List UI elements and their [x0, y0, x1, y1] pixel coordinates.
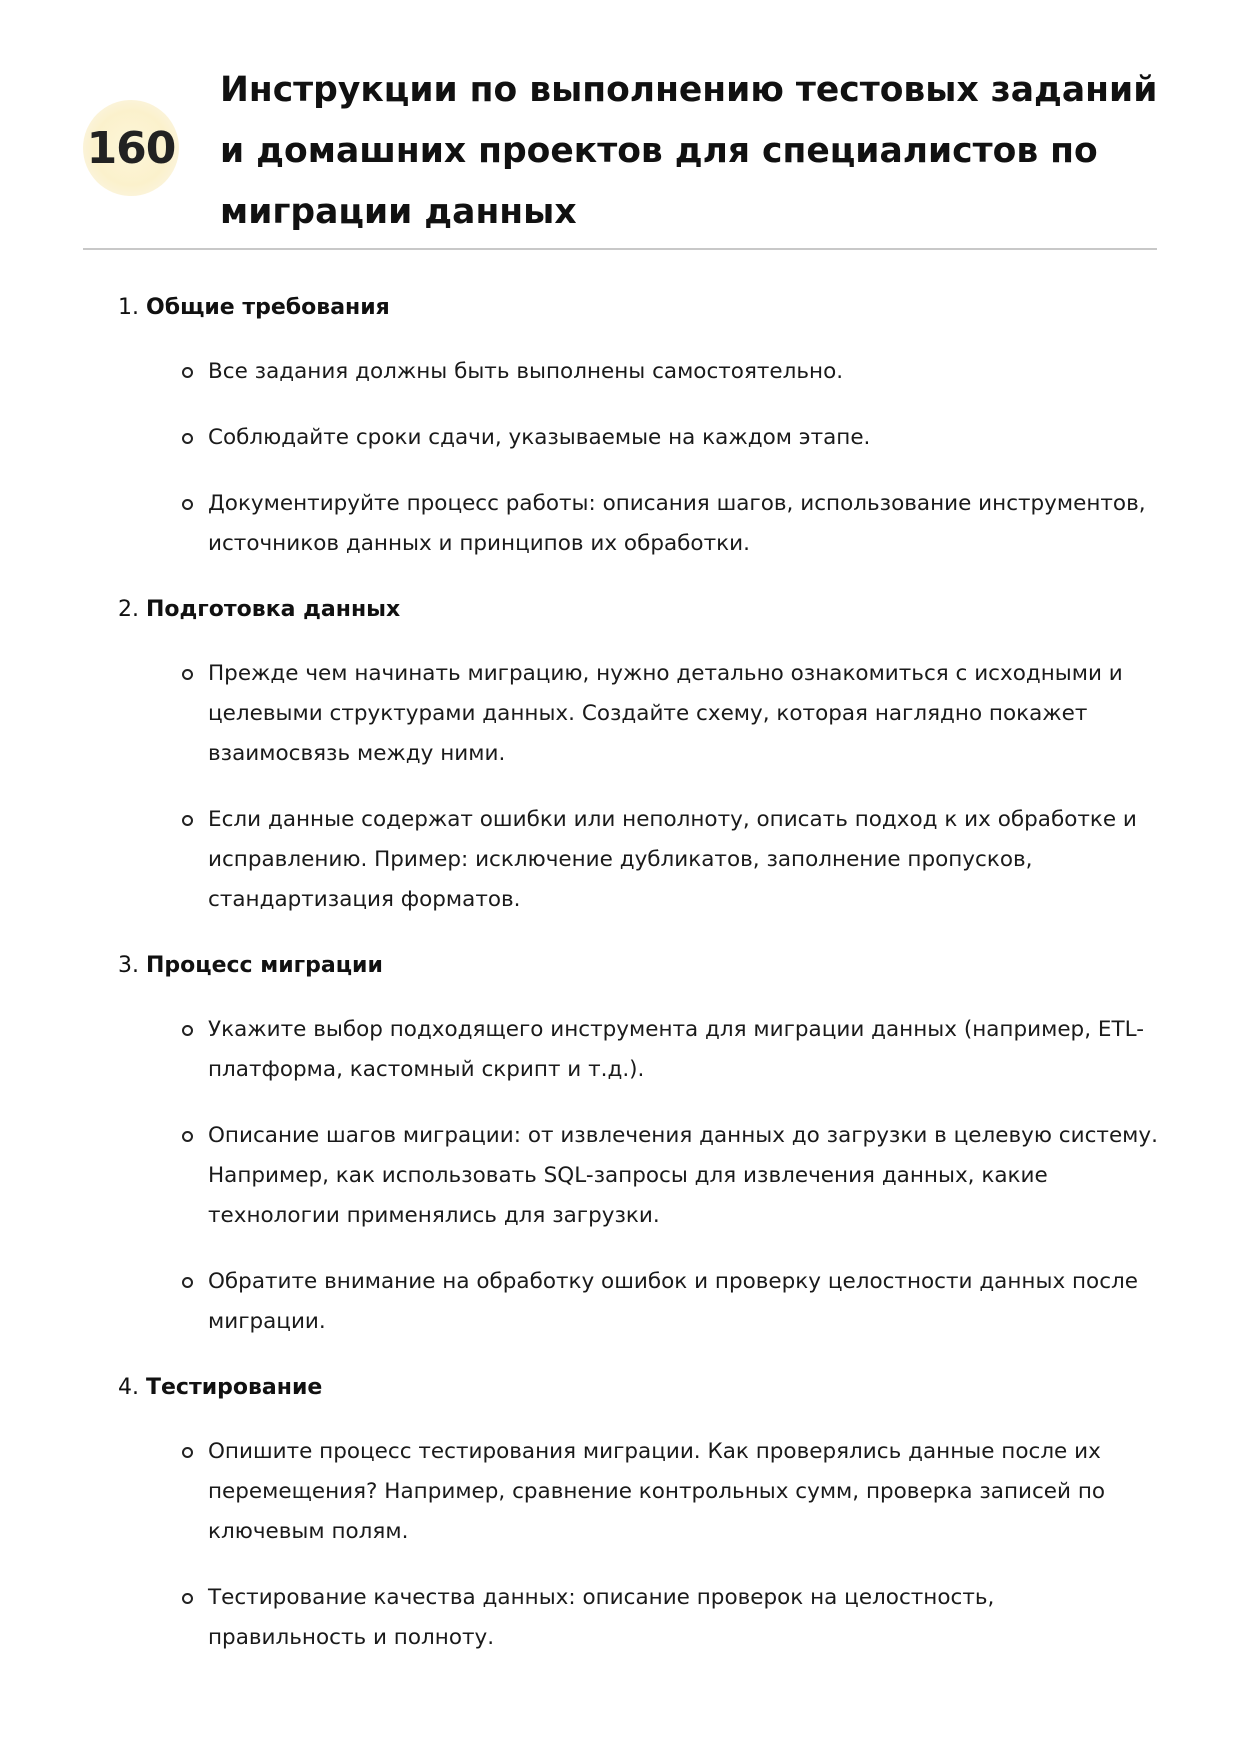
section-label: Процесс миграции: [146, 953, 383, 978]
list-item-text: Тестирование качества данных: описание проверок на целостность, правильность и полноту.: [208, 1585, 995, 1650]
circle-bullet-icon: [182, 499, 193, 510]
section-migration-process: [118, 946, 1158, 1342]
list-item-text: Документируйте процесс работы: описания шагов, использование инструментов, источников данных и принципов их обработки.: [208, 491, 1146, 556]
section-label: Общие требования: [146, 295, 390, 320]
list-item: [118, 1262, 1158, 1342]
circle-bullet-icon: [182, 367, 193, 378]
list-item: [118, 1116, 1158, 1236]
list-item: [118, 654, 1158, 774]
circle-bullet-icon: [182, 669, 193, 680]
section-general-requirements: [118, 288, 1158, 564]
circle-bullet-icon: [182, 1447, 193, 1458]
section-testing: [118, 1368, 1158, 1658]
section-number: 1.: [118, 295, 139, 320]
section-heading: [118, 288, 1158, 328]
list-item: [118, 418, 1158, 458]
list-item-text: Обратите внимание на обработку ошибок и проверку целостности данных после миграции.: [208, 1269, 1139, 1334]
page-header: [83, 58, 1157, 250]
page-number-badge: 160: [83, 100, 179, 196]
section-heading: [118, 946, 1158, 986]
list-item-text: Прежде чем начинать миграцию, нужно детально ознакомиться с исходными и целевыми структурами данных. Создайте схему, которая наглядно покажет взаимосвязь между ними.: [208, 661, 1123, 766]
list-item-text: Если данные содержат ошибки или неполноту, описать подход к их обработке и исправлению. Пример: исключение дубликатов, заполнение пропусков, стандартизация форматов.: [208, 807, 1137, 912]
list-item-text: Описание шагов миграции: от извлечения данных до загрузки в целевую систему. Например, как использовать SQL-запросы для извлечения данных, какие технологии применялись для загрузки.: [208, 1123, 1158, 1228]
section-data-preparation: [118, 590, 1158, 920]
list-item-text: Все задания должны быть выполнены самостоятельно.: [208, 359, 844, 384]
section-number: 4.: [118, 1375, 139, 1400]
section-number: 2.: [118, 597, 139, 622]
circle-bullet-icon: [182, 1025, 193, 1036]
list-item: [118, 1578, 1158, 1658]
section-heading: [118, 1368, 1158, 1408]
section-number: 3.: [118, 953, 139, 978]
section-items: [118, 1432, 1158, 1658]
circle-bullet-icon: [182, 1131, 193, 1142]
section-label: Тестирование: [146, 1375, 323, 1400]
list-item-text: Опишите процесс тестирования миграции. Как проверялись данные после их перемещения? Например, сравнение контрольных сумм, проверка записей по ключевым полям.: [208, 1439, 1106, 1544]
section-label: Подготовка данных: [146, 597, 401, 622]
list-item-text: Укажите выбор подходящего инструмента для миграции данных (например, ETL-платформа, кастомный скрипт и т.д.).: [208, 1017, 1144, 1082]
circle-bullet-icon: [182, 815, 193, 826]
list-item: [118, 800, 1158, 920]
circle-bullet-icon: [182, 433, 193, 444]
list-item: [118, 1432, 1158, 1552]
section-items: [118, 654, 1158, 920]
section-items: [118, 1010, 1158, 1342]
list-item: [118, 352, 1158, 392]
list-item: [118, 1010, 1158, 1090]
list-item: [118, 484, 1158, 564]
circle-bullet-icon: [182, 1593, 193, 1604]
section-items: [118, 352, 1158, 564]
instructions-list: [118, 288, 1158, 1684]
list-item-text: Соблюдайте сроки сдачи, указываемые на каждом этапе.: [208, 425, 871, 450]
page-title: Инструкции по выполнению тестовых заданий и домашних проектов для специалистов по миграции данных: [220, 70, 1158, 232]
section-heading: [118, 590, 1158, 630]
circle-bullet-icon: [182, 1277, 193, 1288]
